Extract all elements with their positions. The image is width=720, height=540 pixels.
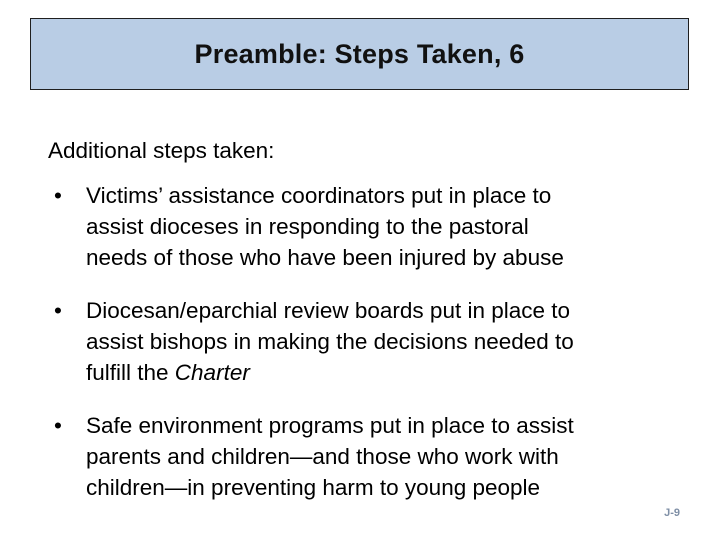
bullet-item-safe-environment — [48, 410, 708, 503]
charter-emphasis: Charter — [174, 360, 250, 385]
slide-title-box — [30, 18, 689, 90]
slide-title: Preamble: Steps Taken, 6 — [194, 38, 525, 69]
bullet-line: Victims’ assistance coordinators put in place to — [86, 183, 552, 208]
bullet-marker: • — [54, 413, 62, 438]
bullet-marker: • — [54, 298, 62, 323]
bullet-line: children—in preventing harm to young people — [86, 475, 541, 500]
bullet-list — [48, 180, 708, 525]
intro-text: Additional steps taken: — [48, 138, 275, 163]
bullet-line: assist dioceses in responding to the pastoral — [86, 214, 529, 239]
page-number: J-9 — [664, 507, 680, 519]
bullet-marker: • — [54, 183, 62, 208]
bullet-line: parents and children—and those who work with — [86, 444, 559, 469]
bullet-line: needs of those who have been injured by abuse — [86, 245, 564, 270]
bullet-line: assist bishops in making the decisions needed to — [86, 329, 574, 354]
bullet-line-with-emphasis — [86, 357, 708, 388]
bullet-item-review-boards — [48, 295, 708, 388]
bullet-line: Safe environment programs put in place to assist — [86, 413, 574, 438]
bullet-item-victims-assistance — [48, 180, 708, 273]
bullet-line-text: fulfill the — [86, 360, 175, 385]
bullet-line: Diocesan/eparchial review boards put in place to — [86, 298, 571, 323]
